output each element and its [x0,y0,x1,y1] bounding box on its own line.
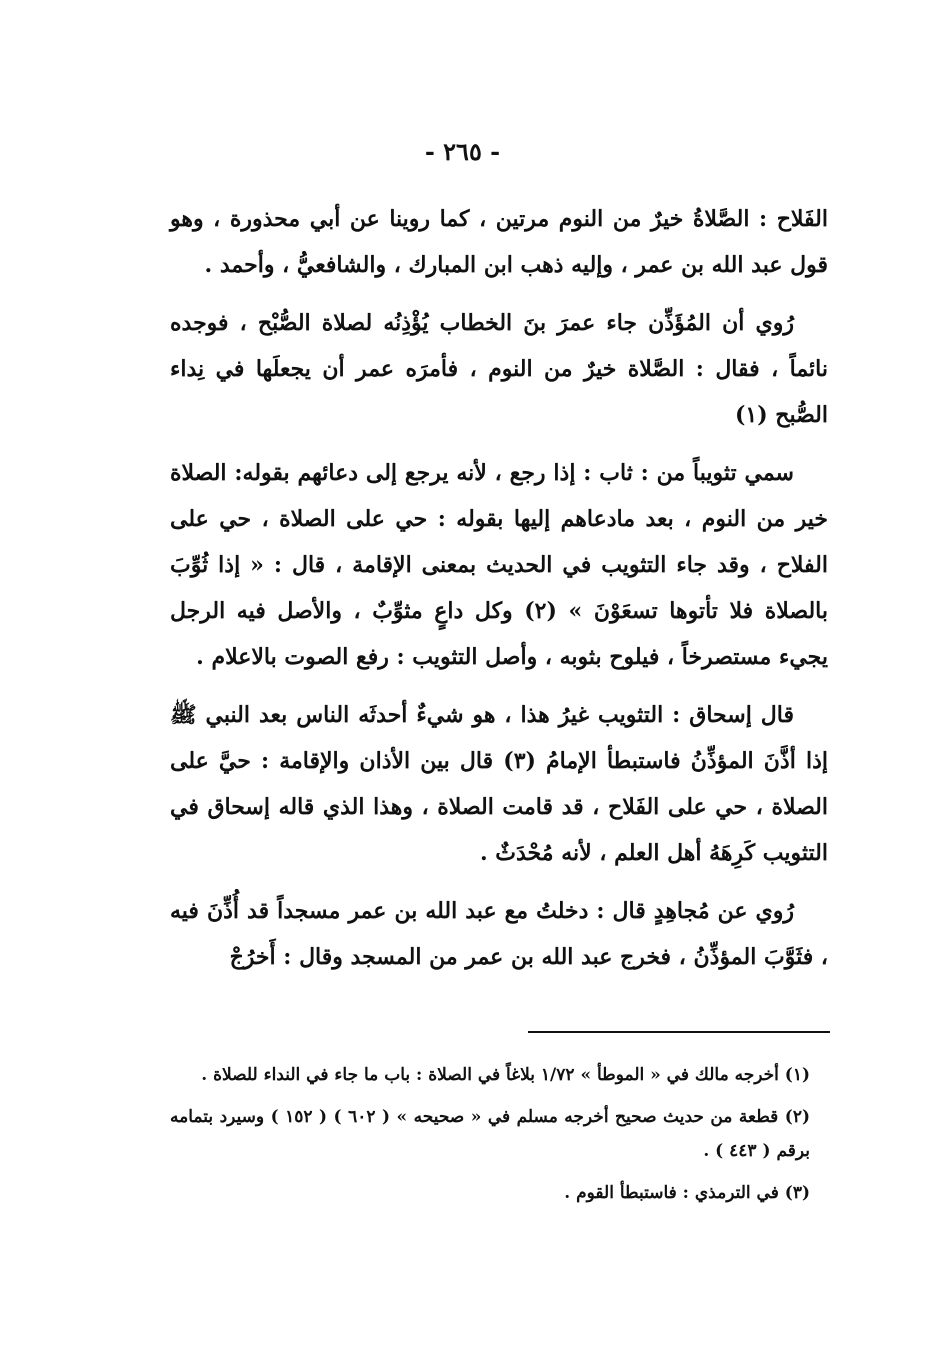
paragraph-4: قال إسحاق : التثويب غيرُ هذا ، هو شيءٌ أحدثَه الناس بعد النبي ﷺ إذا أذَّنَ المؤذِّنُ فاستبطأ الإمامُ (٣) قال بين الأذان والإقامة : حيَّ على الصلاة ، حي على الفَلاح ، قد قامت الصلاة ، وهذا الذي قاله إسحاق في التثويب كَرِهَهُ أهل العلم ، لأنه مُحْدَثٌ . [170,702,828,866]
footnote-1: (١) أخرجه مالك في « الموطأ » ١/٧٢ بلاغاً في الصلاة : باب ما جاء في النداء للصلاة . [201,1065,810,1085]
paragraph-5: رُوي عن مُجاهِدٍ قال : دخلتُ مع عبد الله بن عمر مسجداً قد أُذِّنَ فيه ، فثَوَّبَ المؤذِّنُ ، فخرج عبد الله بن عمر من المسجد وقال : أَخرُجْ [170,898,828,970]
paragraph-2: رُوي أن المُؤَذِّن جاء عمرَ بنَ الخطاب يُؤْذِنُه لصلاة الصُّبْح ، فوجده نائماً ، فقال : الصَّلاة خيرٌ من النوم ، فأمرَه عمر أن يجعلَها في نِداء الصُّبح (١) [170,310,828,428]
paragraph-1: الفَلاح : الصَّلاةُ خيرٌ من النوم مرتين ، كما روينا عن أبي محذورة ، وهو قول عبد الله بن عمر ، وإليه ذهب ابن المبارك ، والشافعيُّ ، وأحمد . [170,206,828,278]
footnotes [170,1058,810,1218]
main-text [170,196,828,992]
footnote-3: (٣) في الترمذي : فاستبطأ القوم . [564,1183,810,1203]
footnote-divider [528,1031,830,1033]
footnote-2: (٢) قطعة من حديث صحيح أخرجه مسلم في « صحيحه » ( ٦٠٢ ) ( ١٥٢ ) وسيرد بتمامه برقم ( ٤٤٣ ) . [170,1107,810,1161]
page-number: - ٢٦٥ - [424,137,501,166]
paragraph-3: سمي تثويباً من : ثاب : إذا رجع ، لأنه يرجع إلى دعائهم بقوله: الصلاة خير من النوم ، بعد مادعاهم إليها بقوله : حي على الصلاة ، حي على الفلاح ، وقد جاء التثويب في الحديث بمعنى الإقامة ، قال : « إذا ثُوِّبَ بالصلاة فلا تأتوها تسعَوْنَ » (٢) وكل داعٍ مثوِّبٌ ، والأصل فيه الرجل يجيء مستصرخاً ، فيلوح بثوبه ، وأصل التثويب : رفع الصوت بالاعلام . [170,460,828,670]
